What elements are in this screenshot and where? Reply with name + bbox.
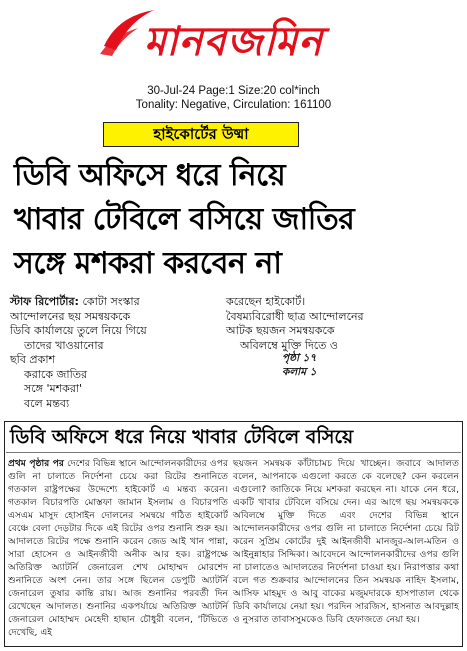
masthead-title: মানবজমিন bbox=[143, 19, 324, 65]
lead-line: সঙ্গে 'মশকরা' bbox=[24, 382, 83, 395]
clipping-meta bbox=[0, 84, 467, 112]
byline: স্টাফ রিপোর্টার: bbox=[10, 295, 79, 308]
kicker-label: হাইকোর্টের উষ্মা bbox=[103, 122, 299, 147]
continuation-text: ছয়জন সমন্বয়ক কাঁটাচামচ দিয়ে খাচ্ছেন। জবাবে আদালত বলেন, আপনাকে এগুলো করতে কে বলেছে? কেন করলেন এগুলো? জাতিকে নিয়ে মশকরা করছেন না। যাকে নেন ধরে, একটি খাবার টেবিলে বসিয়ে দেন। এর আগে ছয় সমন্বয়ককে অবিলম্বে মুক্তি দিতে এবং দেশের বিভিন্ন স্থানে আন্দোলনকারীদের ওপর গুলি না চালাতে নির্দেশনা চেয়ে রিট করেন সুপ্রিম কোর্টের দুই আইনজীবী মানজুর-আল-মতিন ও আইনুন্নাহার সিদ্দিকা। আবেদনে আন্দোলনকারীদের ওপর গুলি না চালাতেও আদালতের নির্দেশনা চাওয়া হয়। নিরাপত্তার কথা বলে গত শুক্রবার আন্দোলনের তিন সমন্বয়ক নাহিদ ইসলাম, আসিফ মাহমুদ ও আবু বাকের মজুমদারকে হাসপাতাল থেকে ডিবি কার্যালয়ে নেয়া হয়। পরদিন সারজিস, হাসনাত আবদুল্লাহ ও নুসরাত তাবাসসুমকেও ডিবি হেফাজতে নেয়া হয়। bbox=[233, 458, 459, 625]
continuation-body-left bbox=[8, 457, 228, 639]
lead-line: বলে মন্তব্য bbox=[24, 396, 70, 410]
continuation-lead: প্রথম পৃষ্ঠার পর bbox=[8, 458, 64, 469]
continuation-column: কলাম ১ bbox=[282, 366, 317, 378]
continuation-headline: ডিবি অফিসে ধরে নিয়ে খাবার টেবিলে বসিয়ে bbox=[10, 426, 354, 448]
headline-line: সঙ্গে মশকরা করবেন না bbox=[14, 246, 282, 281]
lead-column-right bbox=[226, 295, 461, 353]
lead-line: করাকে জাতির bbox=[24, 367, 88, 381]
lead-line: কোটা সংস্কার bbox=[82, 295, 140, 308]
headline-line: ডিবি অফিসে ধরে নিয়ে bbox=[14, 158, 286, 193]
lead-line: করেছেন হাইকোর্ট। bbox=[226, 295, 306, 308]
lead-line: ছবি প্রকাশ bbox=[10, 353, 56, 366]
continuation-text: দেশের বিভিন্ন স্থানে আন্দোলনকারীদের ওপর গুলি না চালাতে নির্দেশনা চেয়ে করা রিটের শুনানিতে গতকাল রাষ্ট্রপক্ষের উদ্দেশ্যে হাইকোর্ট এ মন্তব্য করেন। গতকাল বিচারপতি মোস্তফা জামান ইসলাম ও বিচারপতি এসএম মাসুদ হোসাইন দোলনের সমন্বয়ে গঠিত হাইকোর্ট বেঞ্চে বেলা দেড়টার দিকে এই রিটের ওপর শুনানি শুরু হয়। আদালতে রিটের পক্ষে শুনানি করেন জেড আই খান পান্না, সারা হোসেন ও আইনজীবী অনীক আর হক। রাষ্ট্রপক্ষে অতিরিক্ত অ্যাটর্নি জেনারেল শেখ মোহাম্মদ মোরশেদ শুনানিতে অংশ নেন। তার সঙ্গে ছিলেন ডেপুটি অ্যাটর্নি জেনারেল তুষার কান্তি রায়। আজ শুনানির পরবর্তী দিন রেখেছেন আদালত। শুনানির একপর্যায়ে অতিরিক্ত অ্যাটর্নি জেনারেল মোহাম্মদ মেহেদী হাছান চৌধুরী বলেন, 'টিভিতে দেখেছি, এই bbox=[8, 458, 228, 638]
continuation-page: পৃষ্ঠা ১৭ bbox=[282, 352, 317, 364]
lead-line: অবিলম্বে মুক্তি দিতে ও bbox=[240, 338, 339, 352]
lead-line: ডিবি কার্যালয়ে তুলে নিয়ে গিয়ে bbox=[10, 324, 147, 337]
lead-column-left bbox=[10, 295, 218, 411]
masthead bbox=[0, 0, 467, 82]
lead-line: আটক ছয়জন সমন্বয়ককে bbox=[226, 324, 335, 337]
headline bbox=[14, 154, 454, 286]
headline-line: খাবার টেবিলে বসিয়ে জাতির bbox=[14, 202, 355, 237]
continuation-note bbox=[282, 351, 317, 379]
continuation-body-right bbox=[233, 457, 459, 626]
clipping-meta-date-size: 30-Jul-24 Page:1 Size:20 col*inch bbox=[147, 85, 320, 97]
clipping-meta-tonality: Tonality: Negative, Circulation: 161100 bbox=[135, 99, 332, 111]
masthead-logo bbox=[92, 2, 375, 82]
lead-line: বৈষম্যবিরোধী ছাত্র আন্দোলনের bbox=[226, 309, 364, 323]
lead-first-line bbox=[10, 295, 218, 310]
lead-line: আন্দোলনের ছয় সমন্বয়ককে bbox=[10, 309, 131, 323]
lead-line: তাদের খাওয়ানোর bbox=[24, 338, 104, 352]
divider bbox=[6, 452, 461, 453]
